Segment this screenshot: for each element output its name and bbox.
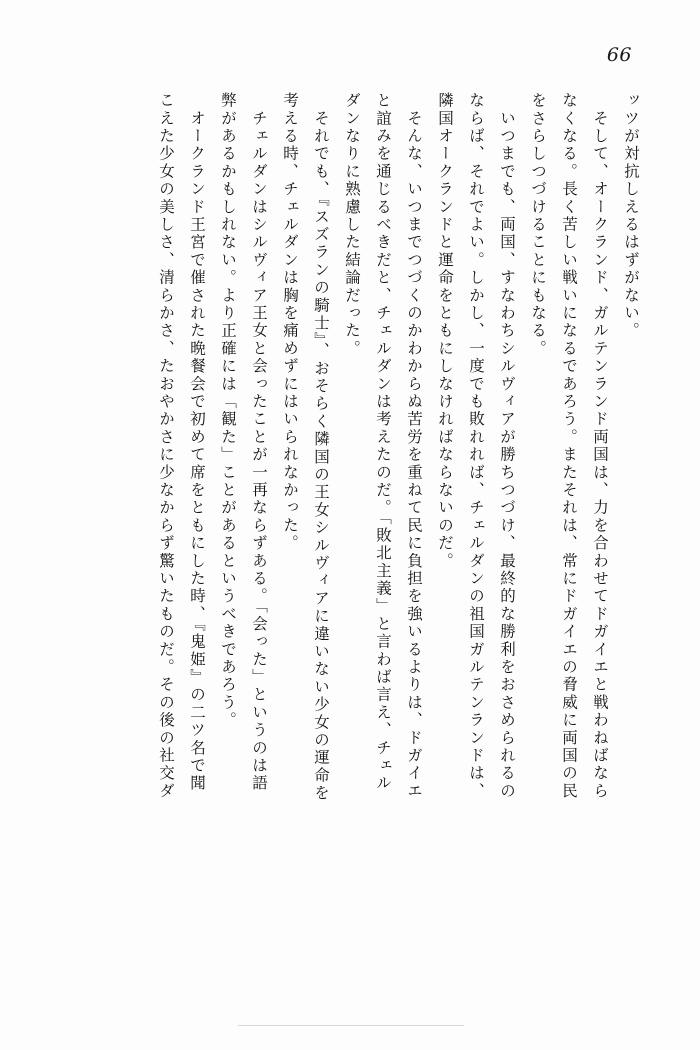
- text-line: そして、オークランド、ガルテンランド両国は、力を合わせてドガイエと戦わねばなら: [591, 92, 609, 800]
- text-line: そんな、いつまでつづくのかわからぬ苦労を重ねて民に負担を強いるよりは、ドガイエ: [405, 92, 423, 800]
- text-line: ッツが対抗しえるはずがない。: [622, 92, 640, 340]
- text-line: と誼みを通じるべきだと、チェルダンは考えたのだ。「敗北主義」と言わば言え、チェル: [374, 92, 392, 793]
- text-line: こえた少女の美しさ、清らかさ、たおやかさに少なからず驚いたものだ。その後の社交ダ: [157, 92, 175, 800]
- text-line: それでも、『スズランの騎士』、おそらく隣国の王女シルヴィアに違いない少女の運命を: [312, 92, 330, 803]
- text-line: チェルダンはシルヴィア王女と会ったことが一再ならずある。「会った」というのは語: [250, 92, 268, 793]
- text-line: 隣国オークランドと運命をともにしなければならないのだ。: [436, 92, 454, 570]
- text-line: ならば、それでよい。しかし、一度でも敗れれば、チェルダンの祖国ガルテンランドは、: [467, 92, 485, 800]
- text-line: オークランド王宮で催された晩餐会で初めて席をともにした時、『鬼姫』の二ツ名で聞: [188, 92, 206, 793]
- text-line: 考える時、チェルダンは胸を痛めずにはいられなかった。: [281, 92, 299, 553]
- footer-divider: [238, 1025, 464, 1026]
- body-text: [60, 92, 638, 972]
- text-line: をさらしつづけることにもなる。: [529, 92, 547, 358]
- page-number: 66: [606, 44, 632, 66]
- text-line: いつまでも、両国、すなわちシルヴィアが勝ちつづけ、最終的な勝利をおさめられるの: [498, 92, 516, 800]
- text-line: なくなる。長く苦しい戦いになるであろう。またそれは、常にドガイエの脅威に両国の民: [560, 92, 578, 800]
- text-line: ダンなりに熟慮した結論だった。: [343, 92, 361, 358]
- text-line: 弊があるかもしれない。より正確には「観た」ことがあるというべきであろう。: [219, 92, 237, 730]
